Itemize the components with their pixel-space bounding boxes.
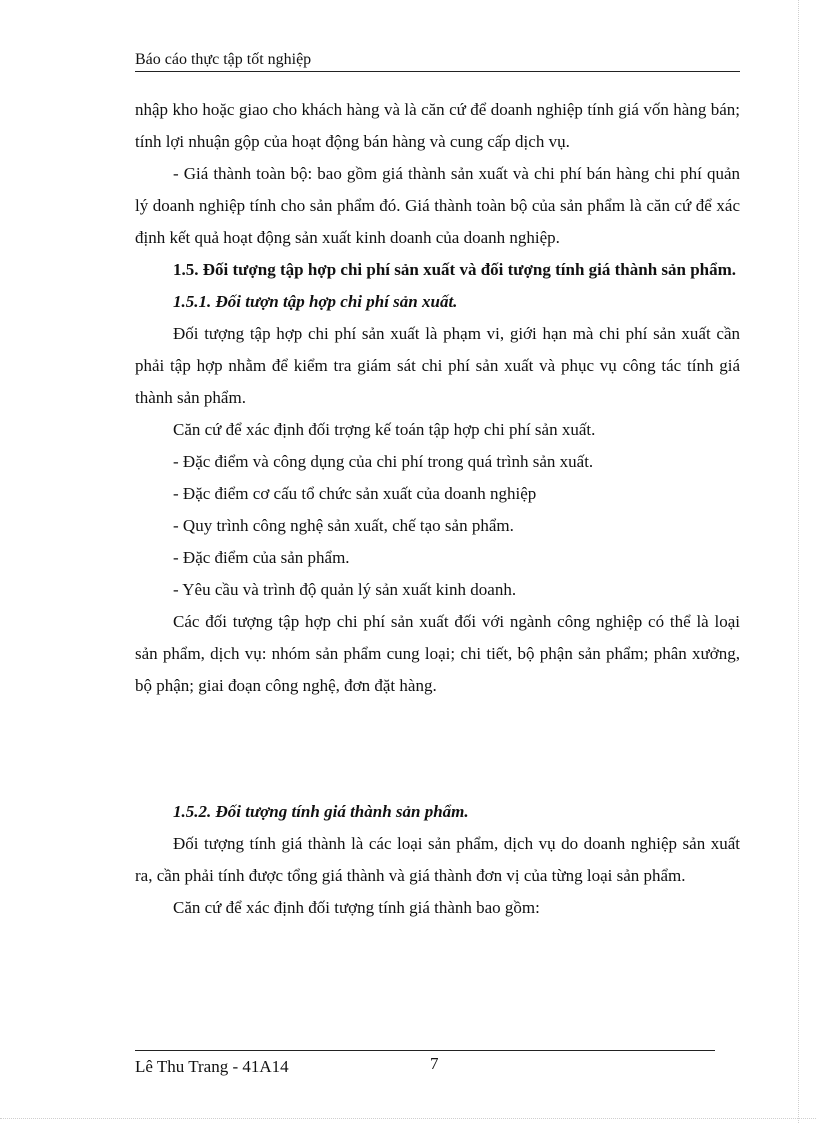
paragraph: - Giá thành toàn bộ: bao gồm giá thành sản xuất và chi phí bán hàng chi phí quản lý doanh nghiệp tính cho sản phẩm đó. Giá thành toàn bộ của sản phẩm là căn cứ để xác định kết quả hoạt động sản xuất kinh doanh của doanh nghiệp.	[135, 164, 740, 247]
section-heading-1-5: 1.5. Đối tượng tập hợp chi phí sản xuất và đối tượng tính giá thành sản phẩm.	[173, 260, 737, 279]
blank-space	[135, 702, 740, 796]
paragraph: Căn cứ để xác định đối trợng kế toán tập hợp chi phí sản xuất.	[173, 420, 596, 439]
page-number: 7	[430, 1054, 439, 1073]
page-header-title: Báo cáo thực tập tốt nghiệp	[135, 50, 740, 72]
list-item: - Đặc điểm và công dụng của chi phí trong quá trình sản xuất.	[173, 452, 594, 471]
page-edge-bottom	[0, 1118, 816, 1119]
paragraph: Đối tượng tập hợp chi phí sản xuất là phạm vi, giới hạn mà chi phí sản xuất cần phải tập hợp nhằm để kiểm tra giám sát chi phí sản xuất và phục vụ công tác tính giá thành sản phẩm.	[135, 324, 740, 407]
subsection-heading-1-5-1: 1.5.1. Đối tượn tập hợp chi phí sản xuất.	[173, 292, 458, 311]
page-edge-right	[798, 0, 799, 1123]
footer-author: Lê Thu Trang - 41A14	[135, 1057, 289, 1076]
footer-divider	[135, 1050, 715, 1051]
paragraph: Các đối tượng tập hợp chi phí sản xuất đối với ngành công nghiệp có thể là loại sản phẩm, dịch vụ: nhóm sản phẩm cung loại; chi tiết, bộ phận sản phẩm; phân xưởng, bộ phận; giai đoạn công nghệ, đơn đặt hàng.	[135, 612, 740, 695]
paragraph: Đối tượng tính giá thành là các loại sản phẩm, dịch vụ do doanh nghiệp sản xuất ra, cần phải tính được tổng giá thành và giá thành đơn vị của từng loại sản phẩm.	[135, 834, 740, 885]
paragraph: Căn cứ để xác định đối tượng tính giá thành bao gồm:	[173, 898, 540, 917]
paragraph: nhập kho hoặc giao cho khách hàng và là căn cứ để doanh nghiệp tính giá vốn hàng bán; tính lợi nhuận gộp của hoạt động bán hàng và cung cấp dịch vụ.	[135, 100, 740, 151]
document-body	[135, 94, 740, 924]
list-item: - Đặc điểm cơ cấu tổ chức sản xuất của doanh nghiệp	[173, 484, 537, 503]
list-item: - Đặc điểm của sản phẩm.	[173, 548, 350, 567]
list-item: - Yêu cầu và trình độ quản lý sản xuất kinh doanh.	[173, 580, 517, 599]
list-item: - Quy trình công nghệ sản xuất, chế tạo sản phẩm.	[173, 516, 514, 535]
subsection-heading-1-5-2: 1.5.2. Đối tượng tính giá thành sản phẩm.	[173, 802, 469, 821]
